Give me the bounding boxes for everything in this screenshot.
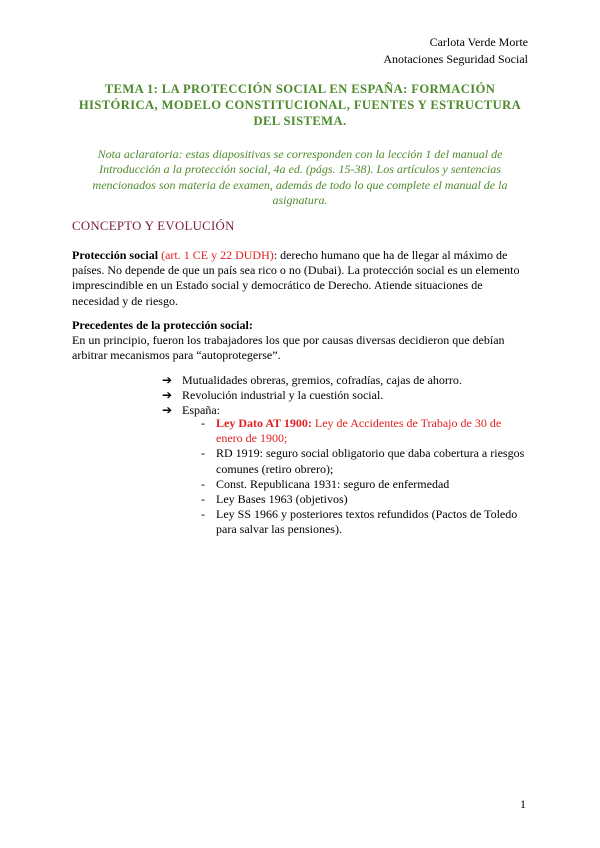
list-item-text: España:: [182, 403, 220, 418]
page-header: [383, 34, 528, 68]
list-item-text: Ley Bases 1963 (objetivos): [216, 492, 348, 507]
list-item-text: [216, 416, 501, 445]
list-item-text: Revolución industrial y la cuestión social.: [182, 388, 384, 403]
document-subtitle: Anotaciones Seguridad Social: [383, 52, 528, 66]
section-heading: CONCEPTO Y EVOLUCIÓN: [72, 219, 235, 233]
list-item: [199, 507, 529, 537]
precedentes-text: En un principio, fueron los trabajadores los que por causas diversas decidieron que debían arbitrar mecanismos para “autoprotegerse”.: [72, 333, 505, 363]
ley-dato-text: Ley de Accidentes de Trabajo de 30 de enero de 1900;: [216, 416, 502, 446]
ley-dato-label: Ley Dato AT 1900:: [216, 416, 312, 430]
dash-bullet-icon: -: [201, 416, 205, 430]
list-item-text: RD 1919: seguro social obligatorio que daba cobertura a riesgos comunes (retiro obrero);: [216, 446, 525, 476]
page-number: 1: [520, 797, 526, 811]
arrow-bullet-icon: ➔: [162, 403, 173, 418]
explanatory-note: Nota aclaratoria: estas diapositivas se corresponden con la lección 1 del manual de Introducción a la protección social, 4a ed. (págs. 15-38). Los artículos y sentencias mencionados son materia de examen, además de todo lo que complete el manual de la asignatura.: [92, 147, 508, 208]
proteccion-social-paragraph: [72, 248, 528, 309]
author-name: Carlota Verde Morte: [429, 35, 528, 49]
list-item: [199, 446, 529, 476]
dash-bullet-icon: -: [201, 492, 205, 507]
precedentes-paragraph: [72, 318, 528, 364]
document-title: TEMA 1: LA PROTECCIÓN SOCIAL EN ESPAÑA: FORMACIÓN HISTÓRICA, MODELO CONSTITUCIONAL, FUENTES Y ESTRUCTURA DEL SISTEMA.: [78, 82, 522, 128]
arrow-list: [162, 373, 462, 419]
arrow-bullet-icon: ➔: [162, 388, 173, 403]
list-item: [162, 388, 462, 403]
precedentes-heading: Precedentes de la protección social:: [72, 318, 253, 332]
list-item: [162, 373, 462, 388]
list-item-text: Ley SS 1966 y posteriores textos refundidos (Pactos de Toledo para salvar las pensiones).: [216, 507, 518, 537]
list-item-text: Mutualidades obreras, gremios, cofradías, cajas de ahorro.: [182, 373, 462, 387]
spain-sublist: [199, 416, 529, 538]
proteccion-text: : derecho humano que ha de llegar al máximo de países. No depende de que un país sea rico o no (Dubai). La protección social es un elemento imprescindible en un Estado social y democrático de Derecho. Atiende situaciones de necesidad y de riesgo.: [72, 248, 520, 308]
dash-bullet-icon: -: [201, 446, 205, 461]
dash-bullet-icon: -: [201, 476, 205, 491]
list-item: [199, 416, 529, 446]
list-item: [199, 477, 529, 492]
proteccion-reference: (art. 1 CE y 22 DUDH): [161, 248, 274, 262]
arrow-bullet-icon: ➔: [162, 373, 173, 387]
dash-bullet-icon: -: [201, 507, 205, 522]
list-item-text: Const. Republicana 1931: seguro de enfermedad: [216, 476, 450, 491]
proteccion-term: Protección social: [72, 248, 159, 262]
list-item: [199, 492, 529, 507]
